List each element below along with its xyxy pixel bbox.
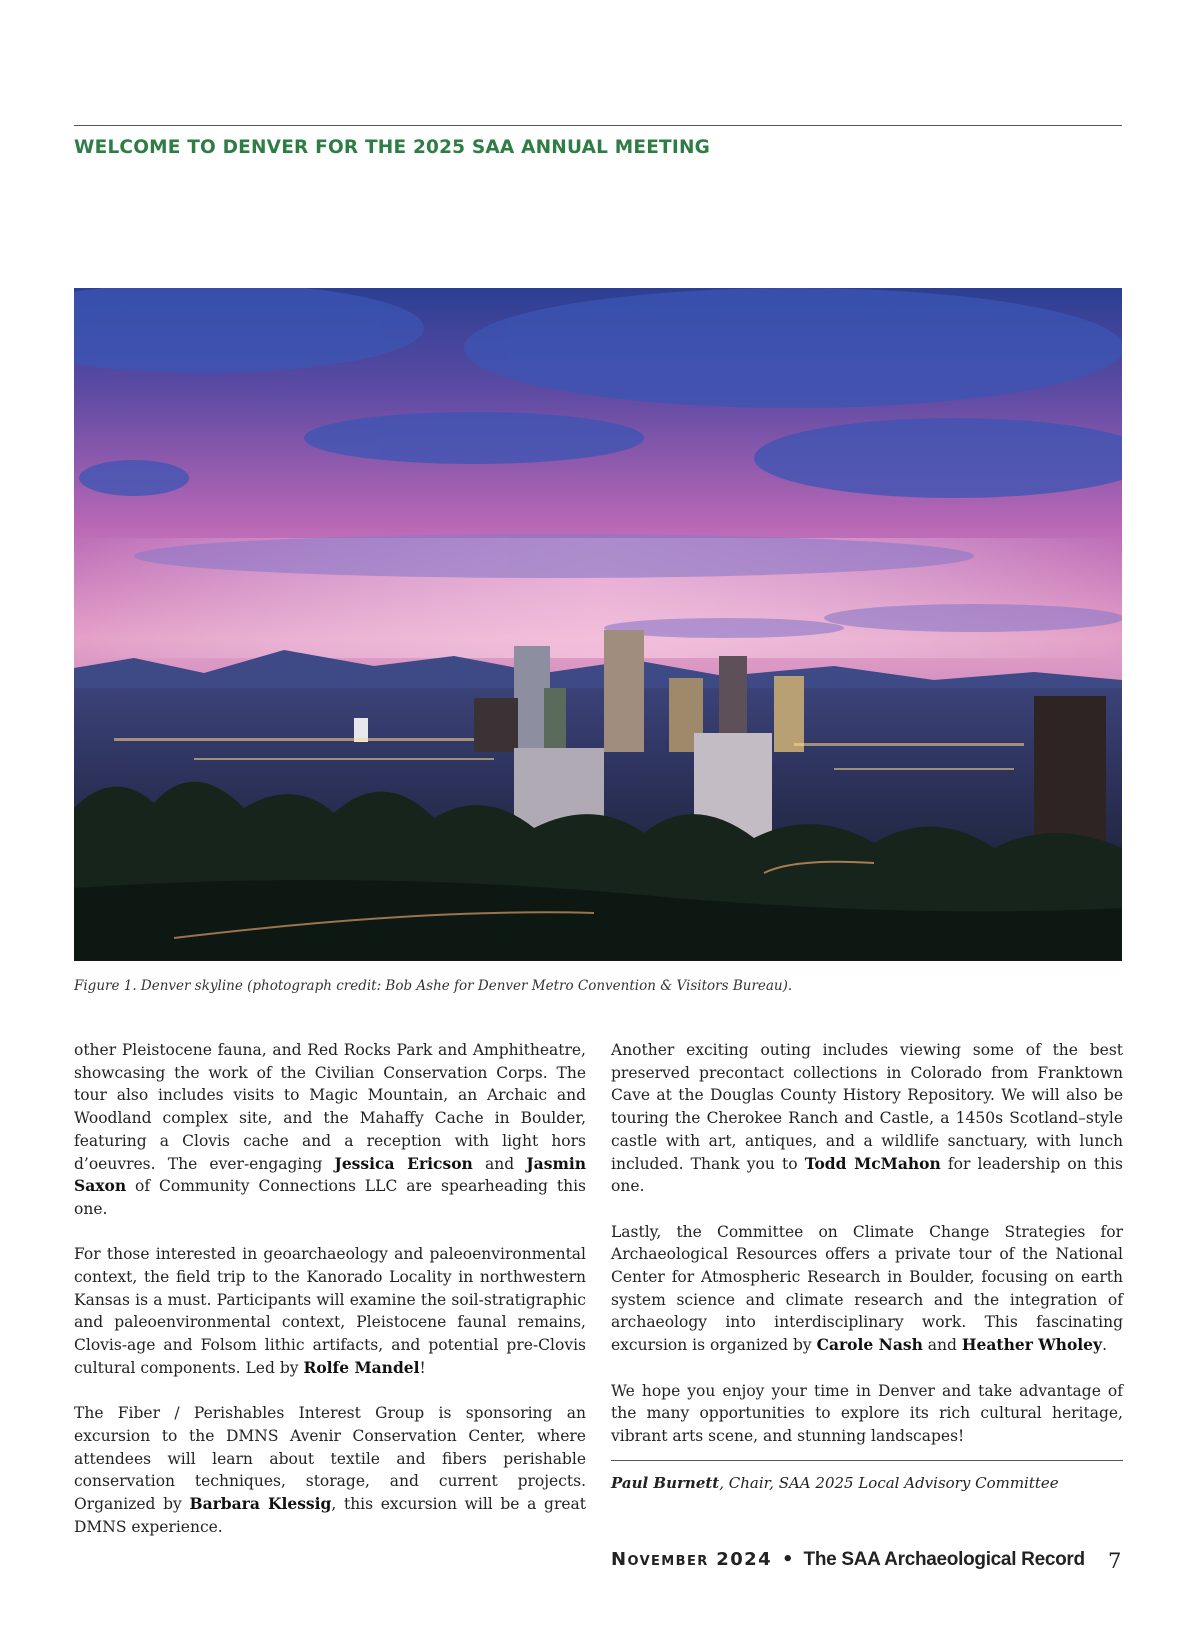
paragraph: We hope you enjoy your time in Denver and take advantage of the many opportunities to explore its rich cultural heritage, vibrant arts scene, and stunning landscapes! [611, 1381, 1123, 1445]
person-name: Barbara Klessig [189, 1494, 332, 1514]
denver-skyline-photo [74, 288, 1122, 961]
section-heading: WELCOME TO DENVER FOR THE 2025 SAA ANNUAL MEETING [74, 137, 711, 158]
person-name: Jessica Ericson [334, 1153, 473, 1173]
footer-bullet: • [782, 1549, 794, 1570]
signature-rule [611, 1460, 1123, 1461]
footer-month: November 2024 [611, 1549, 773, 1570]
paragraph: Another exciting outing includes viewing some of the best preserved precontact collections in Colorado from Franktown Cave at the Douglas County History Repository. We will also be touring the Cherokee Ranch and Castle, a 1450s Scotland–style castle with art, antiques, and a wildlife sanctuary, with lunch included. Thank you to Todd McMahon for leadership on this one. [611, 1041, 1123, 1196]
paragraph: For those interested in geoarchaeology and paleoenvironmental context, the field trip to the Kanorado Locality in northwestern Kansas is a must. Participants will examine the soil-stratigraphic and paleoenvironmental context, Pleistocene faunal remains, Clovis-age and Folsom lithic artifacts, and potential pre-Clovis cultural components. Led by Rolfe Mandel! [74, 1245, 586, 1377]
left-column [74, 1039, 586, 1561]
header-rule [74, 125, 1122, 126]
person-name: Rolfe Mandel [303, 1357, 420, 1377]
figure-caption: Figure 1. Denver skyline (photograph credit: Bob Ashe for Denver Metro Convention & Visitors Bureau). [74, 978, 793, 994]
paragraph: Lastly, the Committee on Climate Change Strategies for Archaeological Resources offers a private tour of the National Center for Atmospheric Research in Boulder, focusing on earth system science and climate research and the integration of archaeology into interdisciplinary work. This fascinating excursion is organized by Carole Nash and Heather Wholey. [611, 1222, 1123, 1355]
page-number: 7 [1108, 1549, 1122, 1573]
page-footer [611, 1549, 1085, 1571]
person-name: Carole Nash [816, 1335, 923, 1355]
paragraph: other Pleistocene fauna, and Red Rocks Park and Amphitheatre, showcasing the work of the Civilian Conservation Corps. The tour also includes visits to Magic Mountain, an Archaic and Woodland complex site, and the Mahaffy Cache in Boulder, featuring a Clovis cache and a reception with light hors d’oeuvres. The ever-engaging Jessica Ericson and Jasmin Saxon of Community Connections LLC are spearheading this one. [74, 1041, 587, 1218]
person-name: Todd McMahon [804, 1153, 941, 1173]
signature-role: , Chair, SAA 2025 Local Advisory Committee [719, 1474, 1059, 1492]
footer-journal-title: The SAA Archaeological Record [803, 1549, 1085, 1570]
paragraph: The Fiber / Perishables Interest Group is sponsoring an excursion to the DMNS Avenir Conservation Center, where attendees will learn about textile and fibers perishable conservation techniques, storage, and current projects. Organized by Barbara Klessig, this excursion will be a great DMNS experience. [74, 1404, 586, 1536]
person-name: Heather Wholey [961, 1335, 1103, 1355]
signature-name: Paul Burnett [611, 1474, 720, 1492]
right-column [611, 1039, 1123, 1470]
signature [611, 1474, 1123, 1492]
person-name: Jasmin Saxon [74, 1153, 587, 1196]
